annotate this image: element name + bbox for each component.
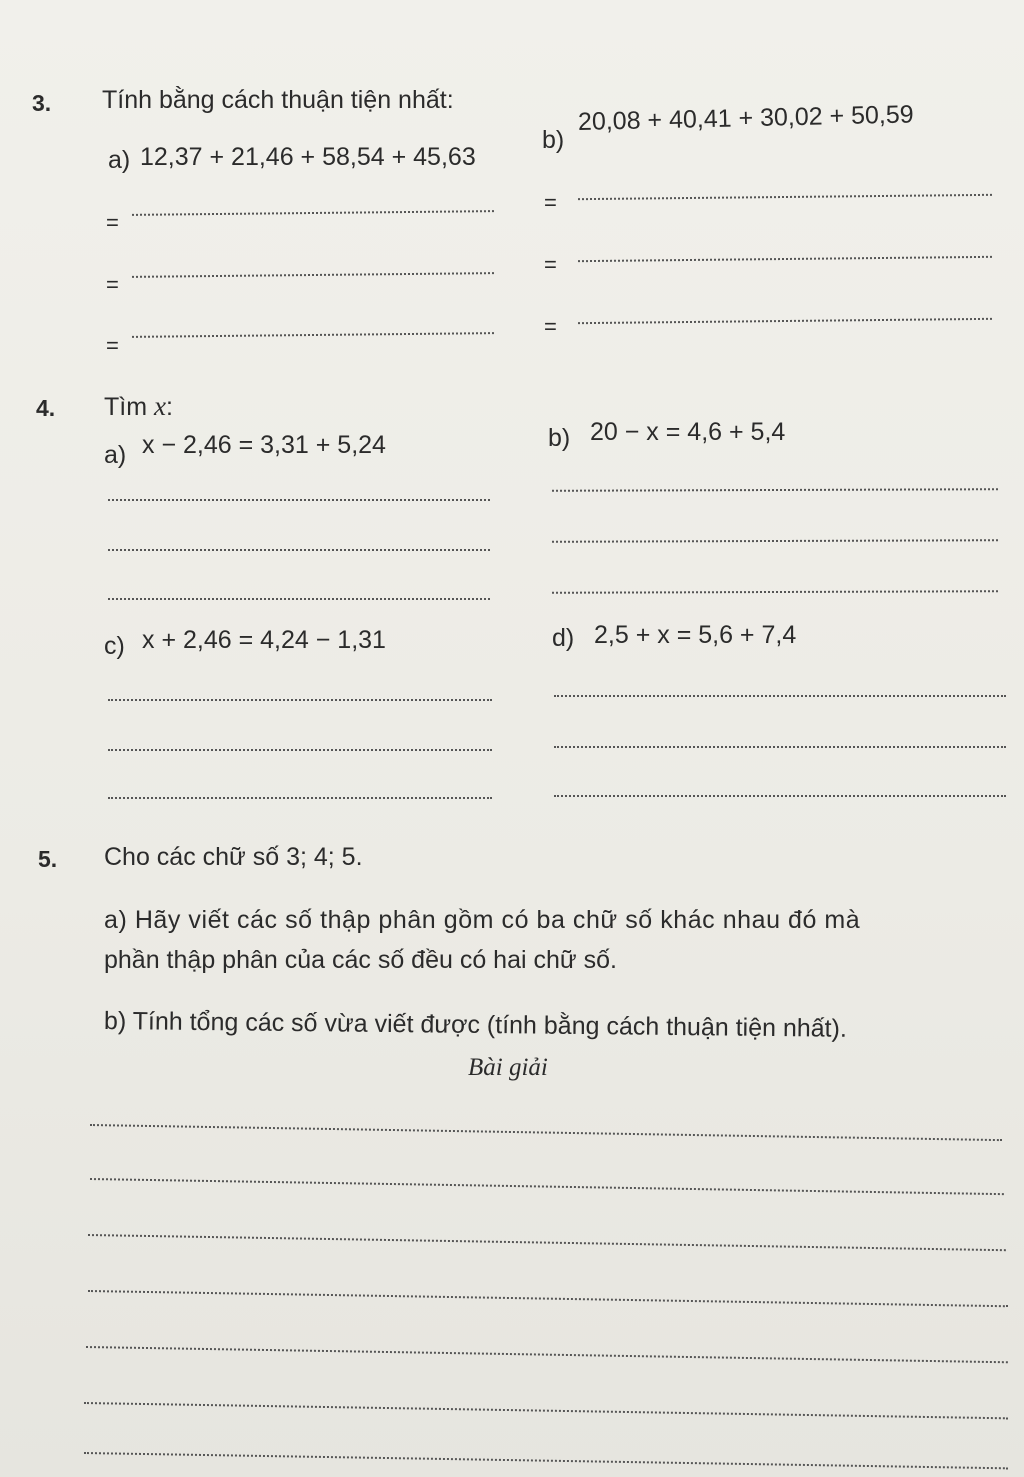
ex3-b-label: b) bbox=[542, 126, 565, 154]
ex5-a-line-2: phần thập phân của các số đều có hai chữ số. bbox=[104, 946, 617, 974]
ex5-solution-line-3[interactable] bbox=[88, 1234, 1006, 1251]
ex4-d-equation: 2,5 + x = 5,6 + 7,4 bbox=[594, 621, 797, 649]
ex3-b-equals-1: = bbox=[544, 190, 557, 215]
ex5-a-line-1: a) Hãy viết các số thập phân gồm có ba chữ số khác nhau đó mà bbox=[104, 906, 861, 934]
ex4-c-line-1[interactable] bbox=[108, 699, 492, 701]
ex4-c-line-3[interactable] bbox=[108, 797, 492, 799]
ex3-b-answer-line-3[interactable] bbox=[578, 318, 992, 324]
ex4-a-line-2[interactable] bbox=[108, 549, 490, 551]
ex3-b-answer-line-2[interactable] bbox=[578, 256, 992, 262]
ex3-a-answer-line-1[interactable] bbox=[132, 210, 494, 216]
ex4-b-line-1[interactable] bbox=[552, 488, 998, 492]
ex4-a-line-3[interactable] bbox=[108, 598, 490, 600]
ex4-b-line-2[interactable] bbox=[552, 539, 998, 543]
ex3-a-answer-line-3[interactable] bbox=[132, 332, 494, 338]
ex4-c-label: c) bbox=[104, 632, 125, 660]
ex4-d-label: d) bbox=[552, 624, 575, 652]
ex4-c-line-2[interactable] bbox=[108, 749, 492, 751]
ex4-d-line-2[interactable] bbox=[554, 746, 1006, 748]
ex5-solution-line-6[interactable] bbox=[84, 1402, 1008, 1419]
ex4-a-label: a) bbox=[104, 441, 127, 469]
ex5-title: Cho các chữ số 3; 4; 5. bbox=[104, 843, 363, 871]
ex4-variable: x bbox=[154, 391, 166, 421]
ex3-b-equals-3: = bbox=[544, 314, 557, 339]
ex5-solution-line-2[interactable] bbox=[90, 1178, 1004, 1195]
ex5-solution-heading: Bài giải bbox=[468, 1054, 548, 1081]
ex5-b-text: b) Tính tổng các số vừa viết được (tính bằng cách thuận tiện nhất). bbox=[103, 1007, 848, 1043]
ex3-a-equals-3: = bbox=[106, 333, 119, 358]
ex5-number: 5. bbox=[38, 846, 58, 872]
ex4-a-line-1[interactable] bbox=[108, 499, 490, 501]
ex4-title: Tìm x: bbox=[104, 391, 173, 421]
ex4-d-line-1[interactable] bbox=[554, 695, 1006, 697]
ex4-b-line-3[interactable] bbox=[552, 590, 998, 594]
ex4-b-label: b) bbox=[548, 424, 571, 452]
ex5-solution-line-1[interactable] bbox=[90, 1124, 1002, 1141]
ex5-solution-line-7[interactable] bbox=[84, 1452, 1008, 1469]
ex5-solution-line-4[interactable] bbox=[88, 1290, 1008, 1307]
ex5-solution-line-5[interactable] bbox=[86, 1346, 1008, 1363]
ex3-a-expression: 12,37 + 21,46 + 58,54 + 45,63 bbox=[140, 143, 476, 171]
ex4-a-equation: x − 2,46 = 3,31 + 5,24 bbox=[142, 431, 386, 459]
ex4-c-equation: x + 2,46 = 4,24 − 1,31 bbox=[142, 626, 386, 654]
ex3-b-equals-2: = bbox=[544, 252, 557, 277]
ex3-number: 3. bbox=[32, 90, 52, 116]
ex3-a-equals-1: = bbox=[106, 210, 119, 235]
ex4-number: 4. bbox=[36, 395, 56, 421]
ex3-a-label: a) bbox=[108, 146, 131, 174]
ex3-b-answer-line-1[interactable] bbox=[578, 194, 992, 200]
ex3-a-equals-2: = bbox=[106, 272, 119, 297]
ex4-d-line-3[interactable] bbox=[554, 795, 1006, 797]
ex4-b-equation: 20 − x = 4,6 + 5,4 bbox=[590, 418, 786, 446]
ex3-title: Tính bằng cách thuận tiện nhất: bbox=[102, 86, 454, 114]
ex3-b-expression: 20,08 + 40,41 + 30,02 + 50,59 bbox=[577, 100, 914, 136]
ex3-a-answer-line-2[interactable] bbox=[132, 272, 494, 278]
